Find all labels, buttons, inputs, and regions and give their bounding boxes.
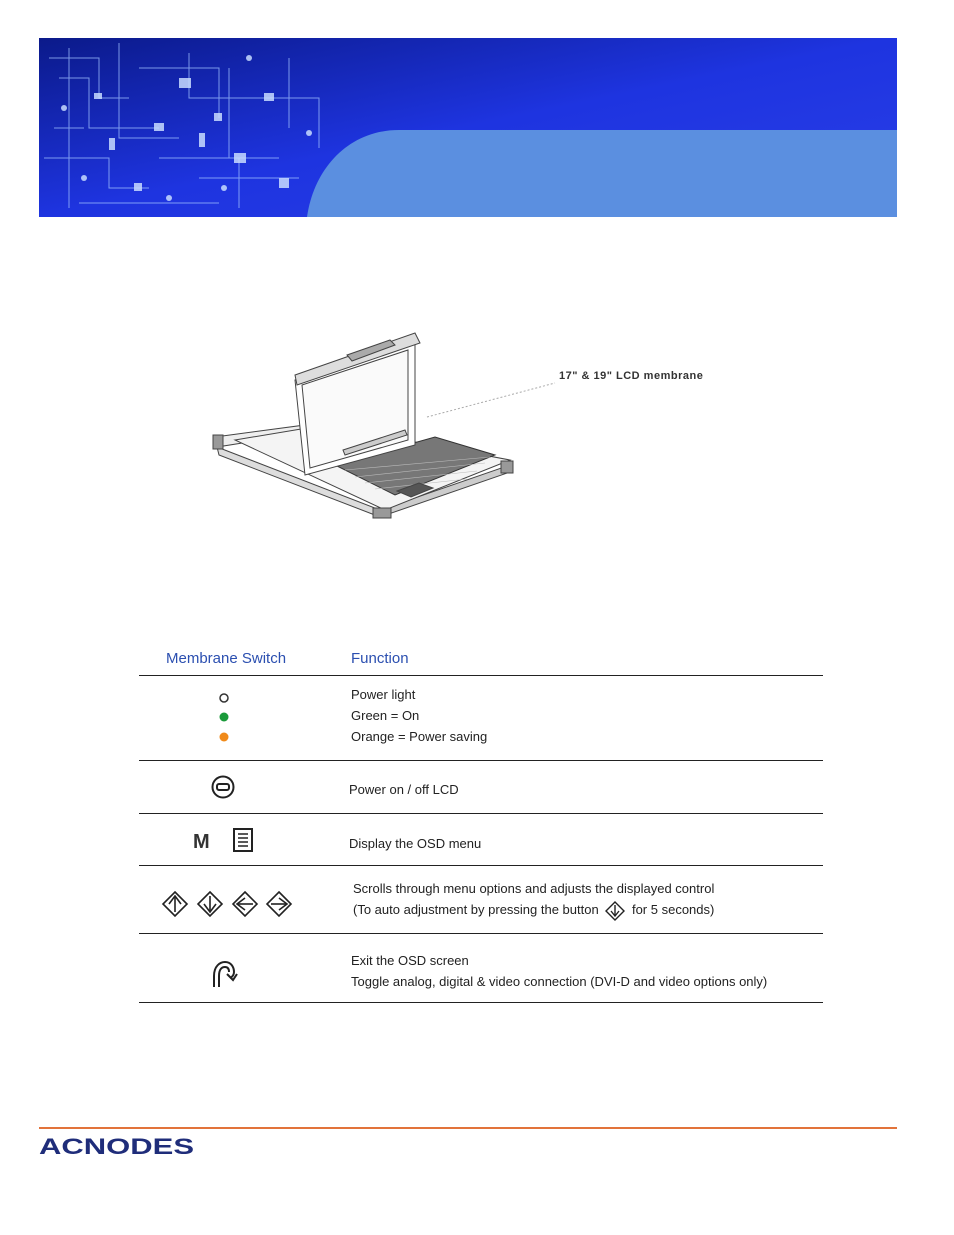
- arrow-right-icon: [267, 892, 291, 916]
- header-function: Function: [351, 650, 409, 667]
- function-text: Exit the OSD screen Toggle analog, digital & video connection (DVI-D and video options only): [351, 953, 768, 989]
- table-row-power-button: [139, 761, 823, 814]
- table-row-menu: [139, 814, 823, 866]
- menu-m-icon: M: [193, 831, 210, 853]
- acnodes-logo: [39, 1134, 199, 1163]
- circuit-board-image: [39, 38, 897, 217]
- function-text: Power light Green = On Orange = Power saving: [351, 687, 488, 744]
- function-text: Power on / off LCD: [349, 782, 459, 797]
- membrane-switch-table: [139, 640, 823, 1003]
- table-row-arrows: [139, 866, 823, 934]
- lcd-drawer-diagram: [205, 325, 745, 530]
- function-text: Display the OSD menu: [349, 836, 482, 851]
- power-light-green-icon: [220, 713, 229, 722]
- menu-list-icon: [234, 829, 252, 851]
- exit-return-icon: [214, 962, 237, 987]
- arrow-up-icon: [163, 892, 187, 916]
- table-row-power-light: [139, 676, 823, 761]
- arrow-left-icon: [233, 892, 257, 916]
- header-membrane-switch: Membrane Switch: [166, 650, 287, 667]
- power-light-orange-icon: [220, 733, 229, 742]
- svg-text:ACNODES: ACNODES: [39, 1134, 194, 1158]
- footer-rule: [39, 1127, 897, 1129]
- arrow-down-icon: [198, 892, 222, 916]
- table-header: [139, 640, 823, 676]
- header-banner: [39, 38, 897, 217]
- arrow-down-icon: [604, 901, 626, 921]
- power-button-icon: [213, 777, 234, 798]
- table-row-exit: [139, 934, 823, 1003]
- function-text: Scrolls through menu options and adjusts the displayed control (To auto adjustment by pressing the button for 5 seconds): [353, 878, 714, 920]
- lcd-membrane-callout: 17" & 19" LCD membrane: [559, 370, 704, 382]
- power-light-off-icon: [220, 694, 228, 702]
